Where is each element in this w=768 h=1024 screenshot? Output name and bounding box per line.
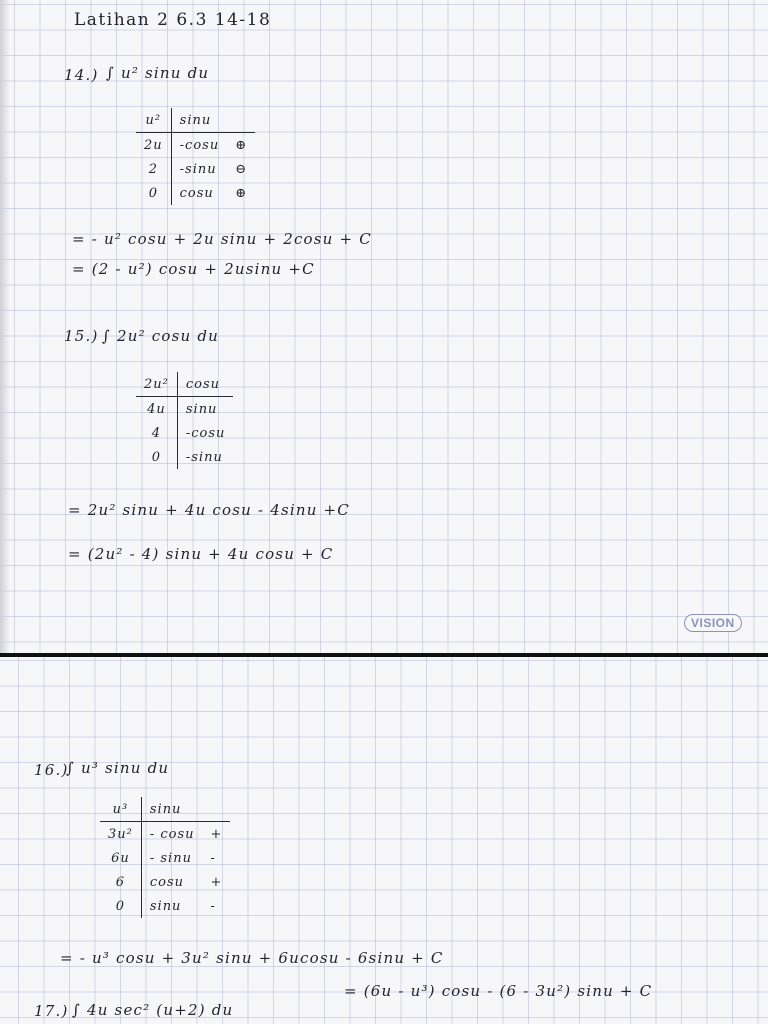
sign-cell: - <box>210 898 216 914</box>
integral-cell: - cosu <box>149 826 195 842</box>
problem-14-answer-line-2: = (2 - u²) cosu + 2usinu +C <box>72 260 315 278</box>
problem-14-label: 14.) <box>64 66 99 84</box>
sign-cell: ⊖ <box>235 161 248 177</box>
problem-16-answer-line-1: = - u³ cosu + 3u² sinu + 6ucosu - 6sinu + C <box>60 949 444 967</box>
problem-15-answer-line-2: = (2u² - 4) sinu + 4u cosu + C <box>68 545 334 563</box>
derivative-cell: 2u <box>136 133 171 158</box>
table-row <box>136 445 233 469</box>
problem-16-answer-line-2: = (6u - u³) cosu - (6 - 3u²) sinu + C <box>344 982 653 1000</box>
sign-cell: ⊕ <box>235 185 248 201</box>
problem-15-label: 15.) <box>64 327 99 345</box>
sign-cell: + <box>210 826 223 842</box>
table-row <box>136 133 255 158</box>
derivative-cell: 0 <box>136 181 171 205</box>
table-row <box>100 822 230 847</box>
table-row <box>100 870 230 894</box>
derivative-cell: 4 <box>136 421 177 445</box>
integral-cell: sinu <box>171 108 227 133</box>
problem-16-integral: ∫ u³ sinu du <box>66 759 170 777</box>
sign-cell: ⊕ <box>235 137 248 153</box>
table-row <box>100 846 230 870</box>
integral-cell: cosu <box>149 874 185 890</box>
integral-cell: -cosu <box>185 425 226 441</box>
integral-cell: -sinu <box>185 449 223 465</box>
sign-cell: - <box>210 850 216 866</box>
derivative-cell: u³ <box>100 797 141 822</box>
derivative-cell: 6 <box>100 870 141 894</box>
derivative-cell: 0 <box>100 894 141 918</box>
problem-17-integral: ∫ 4u sec² (u+2) du <box>72 1001 234 1019</box>
problem-15-answer-line-1: = 2u² sinu + 4u cosu - 4sinu +C <box>68 501 350 519</box>
derivative-cell: 2u² <box>136 372 177 397</box>
integral-cell: -sinu <box>179 161 217 177</box>
table-row <box>100 894 230 918</box>
table-row <box>136 372 233 397</box>
sign-cell <box>203 797 231 822</box>
derivative-cell: 0 <box>136 445 177 469</box>
integral-cell: -cosu <box>179 137 220 153</box>
notebook-page-2 <box>0 657 768 1024</box>
derivative-cell: 2 <box>136 157 171 181</box>
problem-16-tabular-table <box>100 797 230 918</box>
derivative-cell: 4u <box>136 397 177 422</box>
integral-cell: sinu <box>149 898 182 914</box>
integral-cell: sinu <box>141 797 202 822</box>
problem-14-tabular-table <box>136 108 255 205</box>
notebook-brand-badge: VISION <box>684 614 742 632</box>
integral-cell: sinu <box>185 401 218 417</box>
table-row <box>136 157 255 181</box>
table-row <box>136 421 233 445</box>
page-spine-shadow <box>0 0 10 655</box>
derivative-cell: u² <box>136 108 171 133</box>
problem-14-integral: ∫ u² sinu du <box>106 64 210 82</box>
derivative-cell: 3u² <box>100 822 141 847</box>
page-title: Latihan 2 6.3 14-18 <box>74 10 272 30</box>
sign-cell: + <box>210 874 223 890</box>
table-row <box>136 181 255 205</box>
problem-16-label: 16.) <box>34 761 69 779</box>
integral-cell: - sinu <box>149 850 192 866</box>
problem-15-tabular-table <box>136 372 233 469</box>
integral-cell: cosu <box>177 372 233 397</box>
table-row <box>136 108 255 133</box>
table-row <box>100 797 230 822</box>
problem-15-integral: ∫ 2u² cosu du <box>102 327 219 345</box>
integral-cell: cosu <box>179 185 214 201</box>
problem-17-label: 17.) <box>34 1002 69 1020</box>
derivative-cell: 6u <box>100 846 141 870</box>
problem-14-answer-line-1: = - u² cosu + 2u sinu + 2cosu + C <box>72 230 372 248</box>
table-row <box>136 397 233 422</box>
sign-cell <box>227 108 255 133</box>
